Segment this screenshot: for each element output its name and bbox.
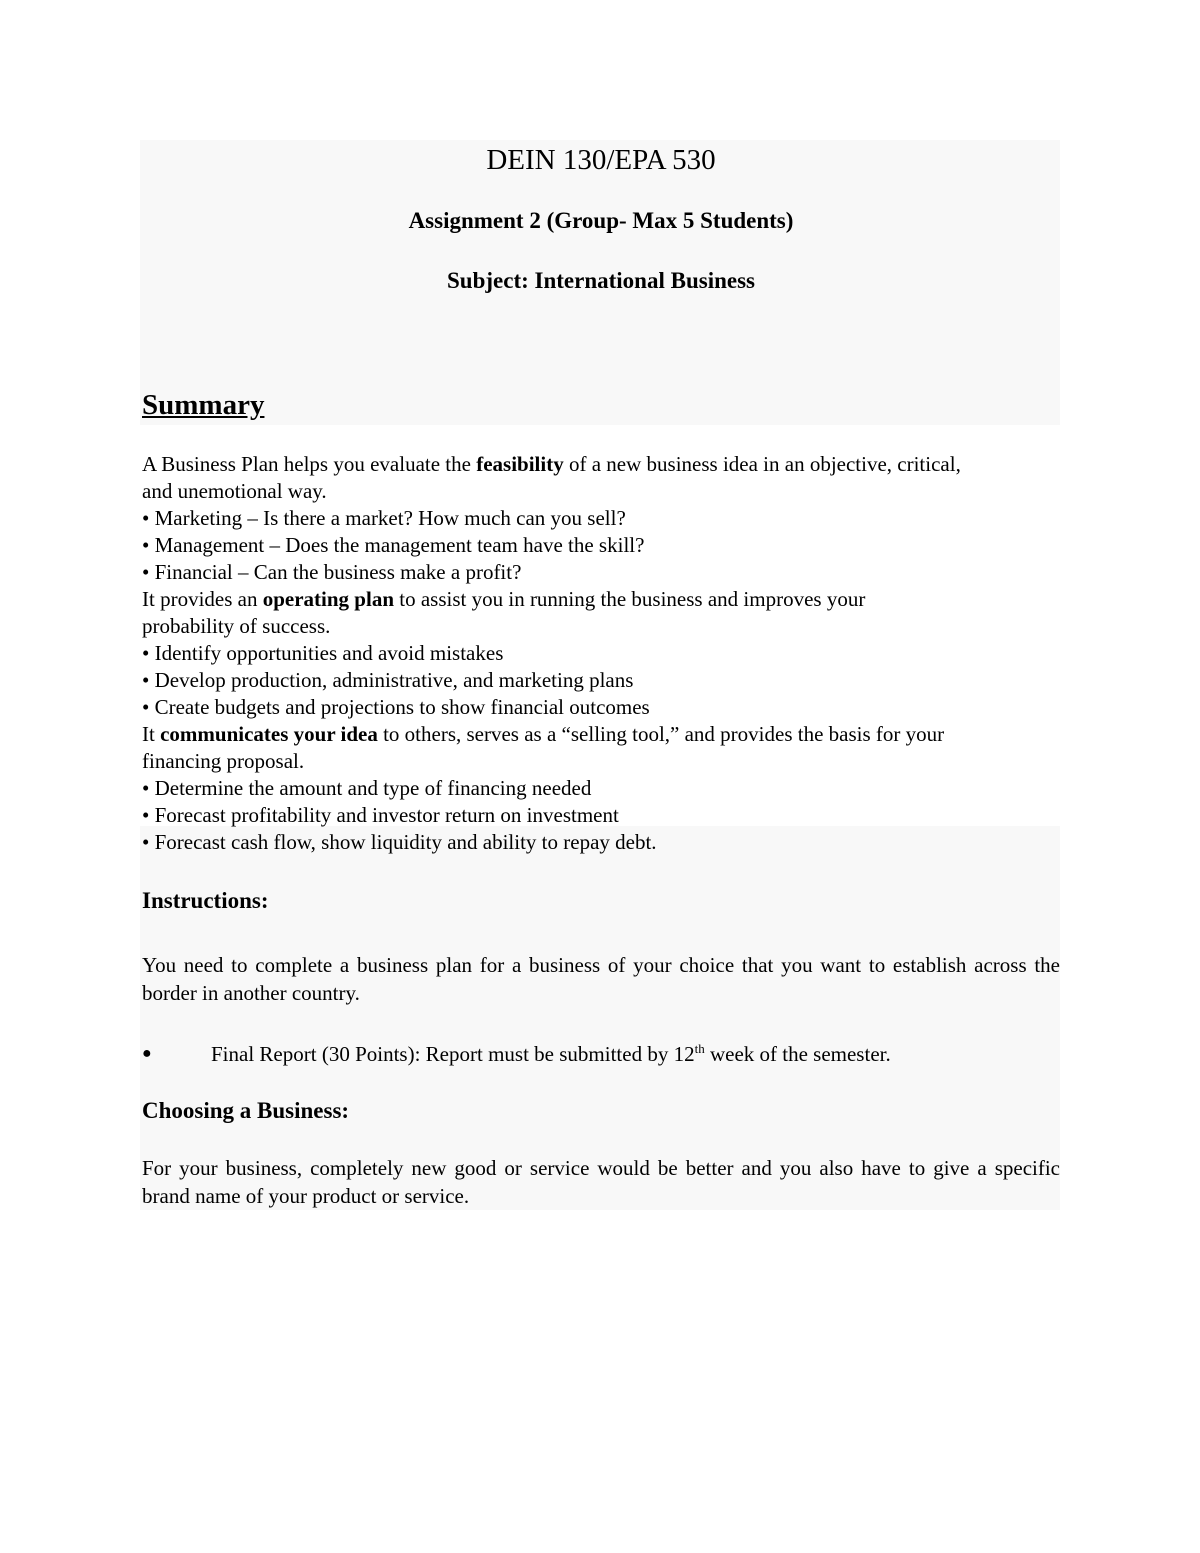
assignment-title: Assignment 2 (Group- Max 5 Students) [408, 208, 794, 233]
list-item: • Develop production, administrative, and marketing plans [142, 668, 634, 692]
summary-intro-line-2: and unemotional way. [142, 479, 327, 503]
choosing-business-body: For your business, completely new good or service would be better and you also have to give a specific brand name of your product or service. [142, 1156, 1060, 1208]
final-report-text [211, 1040, 891, 1068]
operating-plan-text: It provides an [142, 587, 263, 611]
summary-heading: Summary [142, 389, 265, 421]
summary-body [142, 451, 1060, 856]
instructions-heading: Instructions: [142, 888, 269, 913]
list-item: • Management – Does the management team have the skill? [142, 533, 645, 557]
list-item: • Identify opportunities and avoid mistakes [142, 641, 504, 665]
list-item: • Financial – Can the business make a profit? [142, 560, 522, 584]
course-code-title: DEIN 130/EPA 530 [486, 144, 716, 176]
list-item: • Create budgets and projections to show financial outcomes [142, 695, 650, 719]
summary-intro-line [142, 451, 1060, 478]
operating-plan-text-cont: to assist you in running the business and improves your [394, 587, 866, 611]
operating-plan-line [142, 586, 1060, 613]
instructions-body: You need to complete a business plan for a business of your choice that you want to establish across the border in another country. [142, 953, 1060, 1005]
list-item: • Forecast cash flow, show liquidity and ability to repay debt. [142, 830, 657, 854]
choosing-business-heading: Choosing a Business: [142, 1098, 350, 1123]
list-item: • Determine the amount and type of financing needed [142, 776, 592, 800]
list-item: • Marketing – Is there a market? How much can you sell? [142, 506, 626, 530]
communicates-line [142, 721, 1060, 748]
feasibility-emphasis: feasibility [476, 452, 564, 476]
subject-title: Subject: International Business [447, 268, 755, 293]
final-report-text-end: week of the semester. [704, 1042, 891, 1066]
list-item: • Forecast profitability and investor return on investment [142, 803, 619, 827]
summary-intro-text: A Business Plan helps you evaluate the [142, 452, 477, 476]
bullet-icon: ● [142, 1045, 152, 1062]
final-report-text-start: Final Report (30 Points): Report must be submitted by 12 [211, 1042, 695, 1066]
communicates-line-2: financing proposal. [142, 749, 305, 773]
operating-plan-emphasis: operating plan [262, 587, 395, 611]
summary-intro-text-cont: of a new business idea in an objective, critical, [563, 452, 961, 476]
communicates-text-cont: to others, serves as a “selling tool,” and provides the basis for your [377, 722, 945, 746]
operating-plan-line-2: probability of success. [142, 614, 331, 638]
communicates-emphasis: communicates your idea [160, 722, 378, 746]
instructions-background [140, 826, 1060, 1210]
communicates-text: It [142, 722, 161, 746]
ordinal-suffix: th [694, 1041, 705, 1056]
